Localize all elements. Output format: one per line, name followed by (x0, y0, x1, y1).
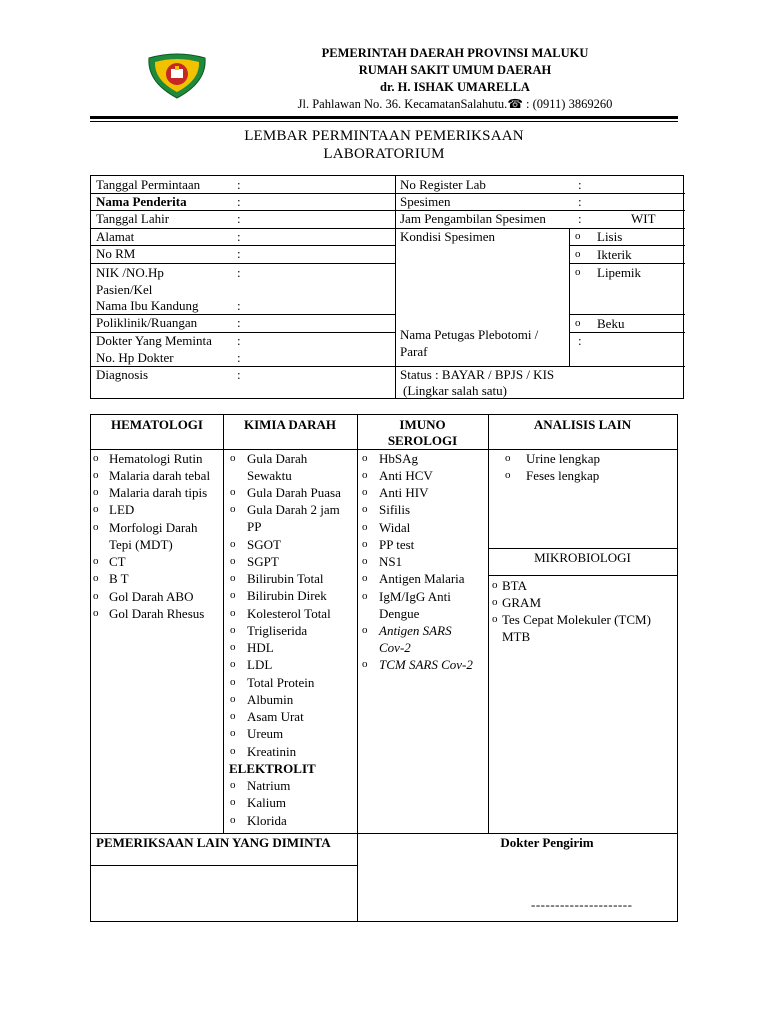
test-antigen-malaria: Antigen Malaria (379, 571, 465, 586)
test-sifilis: Sifilis (379, 502, 411, 517)
test-albumin: Albumin (247, 692, 294, 707)
test-gula-2jam: Gula Darah 2 jam (247, 502, 340, 517)
checkbox[interactable]: o (230, 710, 236, 722)
option-beku: Beku (597, 316, 625, 331)
checkbox[interactable]: o (230, 452, 236, 464)
mikro-line-bottom (488, 575, 677, 576)
test-morfologi: Morfologi Darah (109, 520, 198, 535)
test-ns1: NS1 (379, 554, 403, 569)
label-dokter-pengirim: Dokter Pengirim (500, 835, 594, 850)
test-malaria-tebal: Malaria darah tebal (109, 468, 211, 483)
kondisi-divider (569, 228, 570, 366)
checkbox[interactable]: o (230, 641, 236, 653)
test-kreatinin: Kreatinin (247, 744, 297, 759)
checkbox[interactable]: o (230, 486, 236, 498)
test-ct: CT (109, 554, 126, 569)
colon: : (237, 177, 241, 192)
heading-hematologi: HEMATOLOGI (111, 417, 203, 432)
test-hdl: HDL (247, 640, 274, 655)
test-kolesterol: Kolesterol Total (247, 606, 331, 621)
checkbox[interactable]: o (492, 613, 498, 625)
heading-mikrobiologi: MIKROBIOLOGI (534, 550, 631, 565)
label-pasien-kel: Pasien/Kel (96, 282, 153, 297)
test-kalium: Kalium (247, 795, 286, 810)
header-address-line (200, 96, 710, 112)
test-sgot: SGOT (247, 537, 281, 552)
heading-kimia: KIMIA DARAH (243, 417, 337, 432)
test-klorida: Klorida (247, 813, 287, 828)
checkbox[interactable]: o (230, 727, 236, 739)
label-no-rm: No RM (96, 246, 136, 261)
test-igm-igg: IgM/IgG Anti (379, 589, 451, 604)
checkbox-lipemik[interactable]: o (575, 266, 581, 278)
test-bilirubin-total: Bilirubin Total (247, 571, 324, 586)
colon: : (578, 194, 582, 209)
test-hematologi-rutin: Hematologi Rutin (109, 451, 203, 466)
lain-title-line (91, 865, 357, 866)
checkbox-beku[interactable]: o (575, 317, 581, 329)
checkbox[interactable]: o (362, 486, 368, 498)
checkbox[interactable]: o (230, 503, 236, 515)
test-gula-puasa: Gula Darah Puasa (247, 485, 341, 500)
test-trigliserida: Trigliserida (247, 623, 308, 638)
header-hospital-type: RUMAH SAKIT UMUM DAERAH (358, 63, 552, 77)
test-led: LED (109, 502, 135, 517)
checkbox[interactable]: o (230, 676, 236, 688)
checkbox[interactable]: o (93, 521, 99, 533)
patient-info-table (90, 175, 684, 399)
colon: : (237, 298, 241, 313)
test-bilirubin-direk: Bilirubin Direk (247, 588, 327, 603)
checkbox[interactable]: o (362, 658, 368, 670)
checkbox[interactable]: o (230, 607, 236, 619)
form-title-line1: LEMBAR PERMINTAAN PEMERIKSAAN (244, 128, 524, 144)
label-paraf: Paraf (400, 344, 428, 359)
test-morfologi-cont: Tepi (MDT) (109, 537, 173, 552)
heading-imuno-2: SEROLOGI (387, 433, 458, 448)
checkbox[interactable]: o (93, 590, 99, 602)
checkbox[interactable]: o (93, 607, 99, 619)
checkbox[interactable]: o (230, 814, 236, 826)
checkbox[interactable]: o (362, 521, 368, 533)
label-no-register: No Register Lab (400, 177, 486, 192)
row-line (91, 245, 395, 246)
header-divider-thick (90, 116, 678, 119)
checkbox[interactable]: o (93, 452, 99, 464)
label-jam: Jam Pengambilan Spesimen (400, 211, 546, 226)
label-tanggal-lahir: Tanggal Lahir (96, 211, 170, 226)
test-gula-sewaktu-cont: Sewaktu (247, 468, 292, 483)
test-pp-test: PP test (379, 537, 415, 552)
checkbox-ikterik[interactable]: o (575, 248, 581, 260)
test-gram: GRAM (502, 595, 542, 610)
label-nama-penderita: Nama Penderita (96, 194, 187, 209)
label-poliklinik: Poliklinik/Ruangan (96, 315, 198, 330)
colon: : (237, 194, 241, 209)
row-line (569, 332, 685, 333)
checkbox[interactable]: o (362, 590, 368, 602)
checkbox[interactable]: o (230, 693, 236, 705)
checkbox[interactable]: o (93, 503, 99, 515)
label-dokter: Dokter Yang Meminta (96, 333, 212, 348)
checkbox[interactable]: o (362, 503, 368, 515)
signature-line: --------------------- (531, 897, 633, 912)
checkbox[interactable]: o (93, 469, 99, 481)
exam-request-table (90, 414, 678, 922)
label-tanggal-permintaan: Tanggal Permintaan (96, 177, 201, 192)
test-tcm-cont: MTB (502, 629, 531, 644)
test-widal: Widal (379, 520, 411, 535)
test-malaria-tipis: Malaria darah tipis (109, 485, 208, 500)
option-ikterik: Ikterik (597, 247, 632, 262)
label-status: Status : BAYAR / BPJS / KIS (400, 367, 555, 382)
checkbox[interactable]: o (230, 555, 236, 567)
colon: : (578, 211, 582, 226)
colon: : (237, 229, 241, 244)
test-hbsag: HbSAg (379, 451, 419, 466)
header-hospital-name: dr. H. ISHAK UMARELLA (380, 80, 530, 94)
test-antigen-sars: Antigen SARS (379, 623, 452, 638)
row-line (91, 228, 395, 229)
header-phone: : (0911) 3869260 (526, 97, 613, 111)
column-divider (488, 415, 489, 833)
label-diagnosis: Diagnosis (96, 367, 148, 382)
checkbox[interactable]: o (362, 452, 368, 464)
test-feses: Feses lengkap (526, 468, 600, 483)
checkbox[interactable]: o (230, 779, 236, 791)
test-antigen-sars-cont: Cov-2 (379, 640, 411, 655)
label-nama-ibu: Nama Ibu Kandung (96, 298, 199, 313)
test-ureum: Ureum (247, 726, 284, 741)
label-kondisi: Kondisi Spesimen (400, 229, 495, 244)
checkbox[interactable]: o (492, 579, 498, 591)
test-gol-abo: Gol Darah ABO (109, 589, 194, 604)
test-asam-urat: Asam Urat (247, 709, 304, 724)
checkbox[interactable]: o (362, 555, 368, 567)
test-anti-hcv: Anti HCV (379, 468, 433, 483)
label-hp-dokter: No. Hp Dokter (96, 350, 174, 365)
checkbox[interactable]: o (230, 572, 236, 584)
heading-analisis: ANALISIS LAIN (533, 417, 632, 432)
checkbox[interactable]: o (230, 624, 236, 636)
row-line (569, 314, 685, 315)
header-divider-thin (90, 121, 678, 122)
label-nik: NIK /NO.Hp (96, 265, 164, 280)
form-title-line2: LABORATORIUM (323, 146, 445, 162)
test-tcm: Tes Cepat Molekuler (TCM) (502, 612, 651, 627)
checkbox[interactable]: o (230, 589, 236, 601)
checkbox[interactable]: o (505, 452, 511, 464)
checkbox[interactable]: o (362, 538, 368, 550)
checkbox[interactable]: o (93, 555, 99, 567)
checkbox[interactable]: o (362, 469, 368, 481)
checkbox[interactable]: o (230, 538, 236, 550)
label-lingkar: (Lingkar salah satu) (403, 383, 507, 398)
test-total-protein: Total Protein (247, 675, 315, 690)
test-gula-2jam-cont: PP (247, 519, 262, 534)
test-ldl: LDL (247, 657, 273, 672)
checkbox[interactable]: o (230, 796, 236, 808)
header-government: PEMERINTAH DAERAH PROVINSI MALUKU (321, 46, 589, 60)
colon: : (237, 265, 241, 280)
checkbox-lisis[interactable]: o (575, 230, 581, 242)
checkbox[interactable]: o (93, 486, 99, 498)
test-gol-rhesus: Gol Darah Rhesus (109, 606, 205, 621)
checkbox[interactable]: o (93, 572, 99, 584)
test-bt: B T (109, 571, 129, 586)
option-lipemik: Lipemik (597, 265, 642, 280)
header-address: Jl. Pahlawan No. 36. KecamatanSalahutu. (297, 97, 508, 111)
colon: : (237, 315, 241, 330)
test-urine: Urine lengkap (526, 451, 601, 466)
phone-icon: ☎ (507, 97, 523, 111)
colon: : (237, 246, 241, 261)
test-bta: BTA (502, 578, 527, 593)
test-igm-igg-cont: Dengue (379, 606, 420, 621)
checkbox[interactable]: o (505, 469, 511, 481)
heading-elektrolit: ELEKTROLIT (229, 761, 316, 776)
test-anti-hiv: Anti HIV (379, 485, 429, 500)
test-sgpt: SGPT (247, 554, 279, 569)
label-wit: WIT (631, 211, 656, 226)
colon: : (578, 177, 582, 192)
test-tcm-sars: TCM SARS Cov-2 (379, 657, 473, 672)
label-spesimen: Spesimen (400, 194, 451, 209)
test-natrium: Natrium (247, 778, 291, 793)
label-alamat: Alamat (96, 229, 135, 244)
colon: : (237, 333, 241, 348)
heading-pemeriksaan-lain: PEMERIKSAAN LAIN YANG DIMINTA (96, 835, 331, 850)
colon: : (237, 350, 241, 365)
test-gula-sewaktu: Gula Darah (247, 451, 308, 466)
checkbox[interactable]: o (362, 624, 368, 636)
checkbox[interactable]: o (362, 572, 368, 584)
checkbox[interactable]: o (492, 596, 498, 608)
checkbox[interactable]: o (230, 745, 236, 757)
heading-imuno-1: IMUNO (399, 417, 446, 432)
colon: : (578, 333, 582, 348)
label-petugas: Nama Petugas Plebotomi / (400, 327, 539, 342)
colon: : (237, 211, 241, 226)
option-lisis: Lisis (597, 229, 623, 244)
colon: : (237, 367, 241, 382)
checkbox[interactable]: o (230, 658, 236, 670)
column-divider (223, 415, 224, 833)
